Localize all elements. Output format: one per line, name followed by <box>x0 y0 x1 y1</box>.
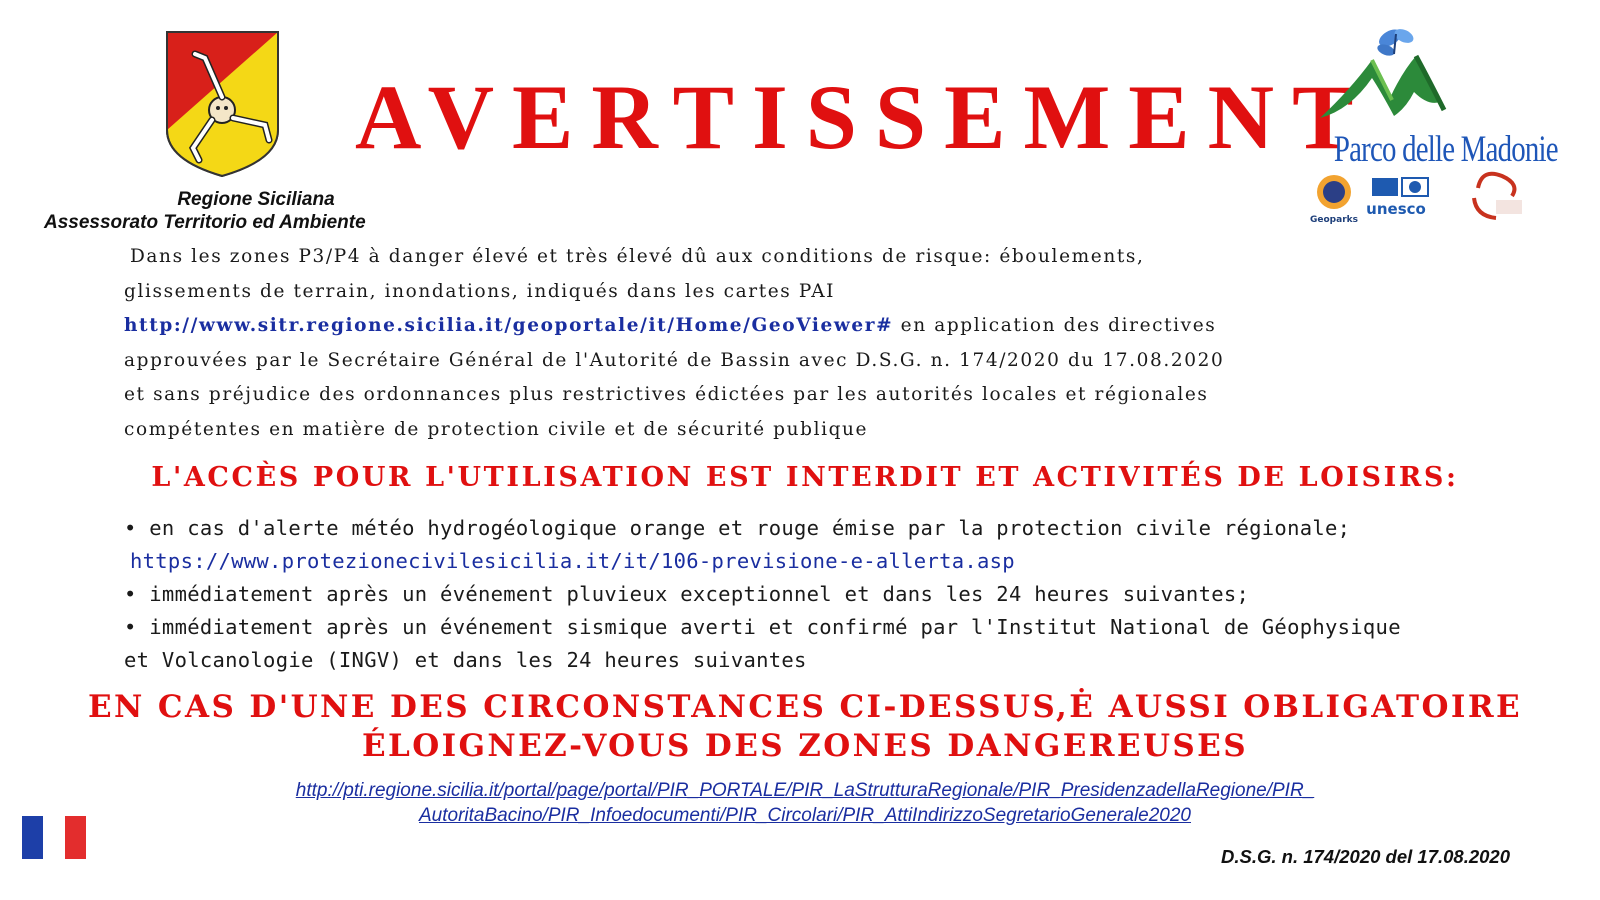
list-item: • en cas d'alerte météo hydrogéologique orange et rouge émise par la protection civile régionale; <box>124 516 1351 540</box>
geoparks-label: Geoparks <box>1310 215 1358 225</box>
pti-regione-link[interactable] <box>210 778 1400 828</box>
pti-link-line[interactable]: http://pti.regione.sicilia.it/portal/page/portal/PIR_PORTALE/PIR_LaStrutturaRegionale/PIR_PresidenzadellaRegione/PIR_ <box>295 780 1315 801</box>
region-name: Regione Siciliana <box>177 189 335 210</box>
paragraph-line: et sans préjudice des ordonnances plus restrictives édictées par les autorités locales et régionales <box>124 384 1209 405</box>
paragraph-line <box>124 309 1544 344</box>
unesco-icon <box>1366 178 1428 218</box>
unesco-label: unesco <box>1366 200 1426 218</box>
protezione-civile-link[interactable]: https://www.protezionecivilesicilia.it/it/106-previsione-e-allerta.asp <box>130 549 1015 573</box>
list-item: • immédiatement après un événement sismique averti et confirmé par l'Institut National de Géophysique <box>124 615 1401 639</box>
mountains-icon <box>1320 56 1444 118</box>
conditions-list <box>124 512 1544 677</box>
global-geoparks-network-icon <box>1474 174 1522 218</box>
decree-reference: D.S.G. n. 174/2020 del 17.08.2020 <box>1221 846 1510 867</box>
geoviewer-link[interactable]: http://www.sitr.regione.sicilia.it/geoportale/it/Home/GeoViewer# <box>124 315 894 336</box>
obligation-heading <box>40 688 1570 766</box>
butterfly-icon <box>1376 26 1416 58</box>
paragraph-line-rest: en application des directives <box>893 315 1217 336</box>
regione-siciliana-logo <box>165 30 280 178</box>
risk-zones-paragraph <box>124 240 1544 447</box>
obligation-heading-line: ÉLOIGNEZ-VOUS DES ZONES DANGEREUSES <box>361 728 1248 764</box>
paragraph-line: Dans les zones P3/P4 à danger élevé et très élevé dû aux conditions de risque: éboulements, <box>130 246 1145 267</box>
obligation-heading-line: EN CAS D'UNE DES CIRCONSTANCES CI-DESSUS,Ė AUSSI OBLIGATOIRE <box>87 689 1523 725</box>
park-name: Parco delle Madonie <box>1333 129 1558 170</box>
geoparks-icon <box>1310 175 1358 225</box>
paragraph-line: compétentes en matière de protection civile et de sécurité publique <box>124 418 869 440</box>
page-title: AVERTISSEMENT <box>355 66 1372 168</box>
pti-link-line[interactable]: AutoritaBacino/PIR_Infoedocumenti/PIR_Circolari/PIR_AttiIndirizzoSegretarioGenerale2020 <box>418 805 1191 826</box>
french-flag-icon <box>22 816 86 859</box>
list-item: • immédiatement après un événement pluvieux exceptionnel et dans les 24 heures suivantes; <box>124 582 1250 606</box>
list-item-continuation: et Volcanologie (INGV) et dans les 24 heures suivantes <box>124 648 807 672</box>
paragraph-line: glissements de terrain, inondations, indiqués dans les cartes PAI <box>124 280 836 302</box>
access-forbidden-heading: L'ACCÈS POUR L'UTILISATION EST INTERDIT ET ACTIVITÉS DE LOISIRS: <box>151 462 1459 493</box>
region-department: Assessorato Territorio ed Ambiente <box>44 212 366 233</box>
paragraph-line: approuvées par le Secrétaire Général de l'Autorité de Bassin avec D.S.G. n. 174/2020 du 17.08.2020 <box>124 349 1225 371</box>
